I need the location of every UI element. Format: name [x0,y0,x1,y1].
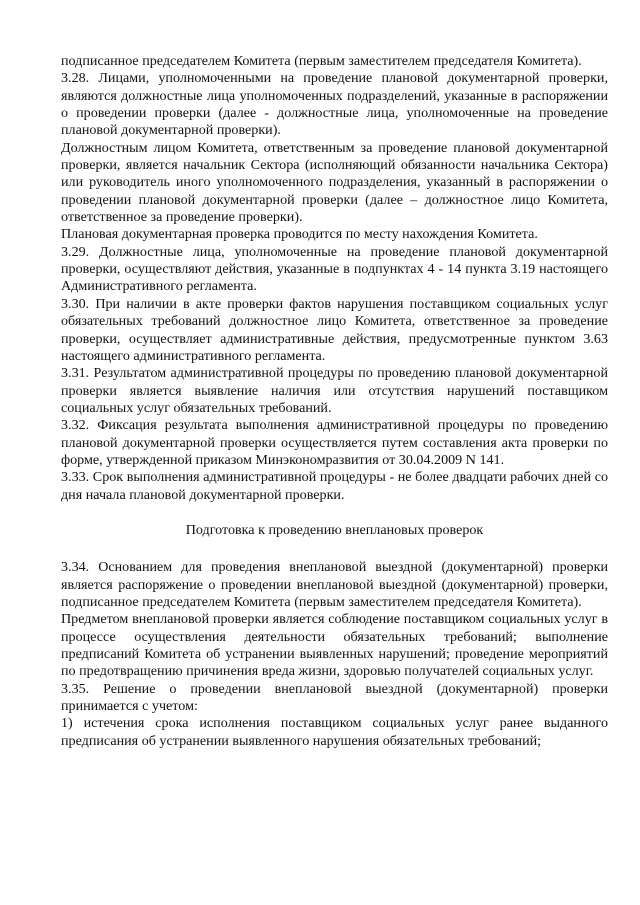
paragraph-continuation: подписанное председателем Комитета (первым заместителем председателя Комитета). [61,53,582,69]
paragraph-3-31: 3.31. Результатом административной процедуры по проведению плановой документарной проверки является выявление наличия или отсутствия нарушений поставщиком социальных услуг обязательных требований. [61,365,608,416]
paragraph-inspection-location: Плановая документарная проверка проводится по месту нахождения Комитета. [61,226,538,243]
paragraph-3-29: 3.29. Должностные лица, уполномоченные на проведение плановой документарной проверки, осуществляют действия, указанные в подпунктах 4 - 14 пункта 3.19 настоящего Административного регламента. [61,243,608,295]
paragraph-3-28: 3.28. Лицами, уполномоченными на проведение плановой документарной проверки, являются должностные лица уполномоченных подразделений, указанные в распоряжении о проведении проверки (далее - должностные лица, уполномоченные на проведение плановой документарной проверки). [61,70,608,139]
paragraph-3-35: 3.35. Решение о проведении внеплановой выездной (документарной) проверки принимается с учетом: [61,680,608,715]
paragraph-3-30: 3.30. При наличии в акте проверки фактов нарушения поставщиком социальных услуг обязательных требований должностное лицо Комитета, ответственное за проведение проверки, осуществляет административные действия, предусмотренные пунктом 3.63 настоящего административного регламента. [61,295,608,364]
section-heading: Подготовка к проведению внеплановых проверок [185,521,484,538]
paragraph-responsible-official: Должностным лицом Комитета, ответственным за проведение плановой документарной проверки, является начальник Сектора (исполняющий обязанности начальника Сектора) или руководитель иного уполномоченного подразделения, указанный в распоряжении о проведении плановой документарной проверки (далее – должностное лицо Комитета, ответственное за проведение проверки). [61,139,608,226]
paragraph-3-33: 3.33. Срок выполнения административной процедуры - не более двадцати рабочих дней со дня начала плановой документарной проверки. [61,469,608,503]
paragraph-inspection-subject: Предметом внеплановой проверки является соблюдение поставщиком социальных услуг в процессе осуществления деятельности обязательных требований; выполнение предписаний Комитета об устранении выявленных нарушений; проведение мероприятий по предотвращению причинения вреда жизни, здоровью получателей социальных услуг. [61,611,608,680]
paragraph-3-32: 3.32. Фиксация результата выполнения административной процедуры по проведению плановой документарной проверки осуществляется путем составления акта проверки по форме, утвержденной приказом Минэкономразвития от 30.04.2009 N 141. [61,417,608,468]
paragraph-3-34: 3.34. Основанием для проведения внеплановой выездной (документарной) проверки является распоряжение о проведении внеплановой выездной (документарной) проверки, подписанное председателем Комитета (первым заместителем председателя Комитета). [61,559,608,610]
paragraph-item-1: 1) истечения срока исполнения поставщиком социальных услуг ранее выданного предписания об устранении выявленного нарушения обязательных требований; [61,715,608,749]
